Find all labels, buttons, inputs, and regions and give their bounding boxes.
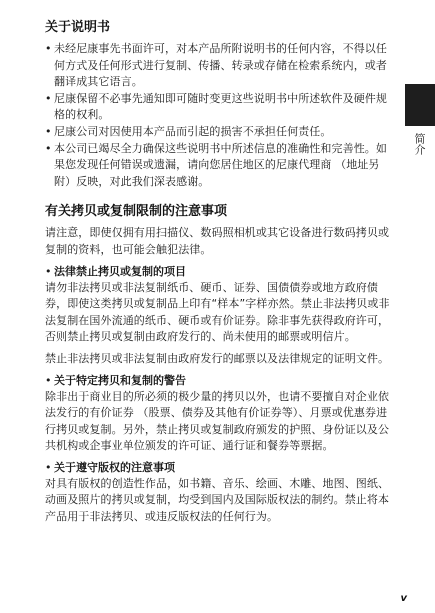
- manual-notice-list: [45, 41, 393, 190]
- copy-restrictions-intro: 请注意，即使仅拥有用扫描仪、数码照相机或其它设备进行数码拷贝或复制的资料，也可能会触犯法律。: [45, 226, 390, 256]
- subheading-specific-copy-warning: • 关于特定拷贝和复制的警告: [45, 372, 393, 389]
- chapter-label: 简介: [413, 133, 426, 155]
- prohibited-items-paragraph: 禁止非法拷贝或非法复制由政府发行的邮票以及法律规定的证明文件。: [45, 351, 390, 365]
- chapter-tab-marker: [405, 84, 435, 126]
- subheading-prohibited-items: • 法律禁止拷贝或复制的项目: [45, 263, 393, 280]
- list-item: • 尼康公司对因使用本产品而引起的损害不承担任何责任。: [45, 124, 393, 141]
- prohibited-items-paragraph: 请勿非法拷贝或非法复制纸币、硬币、证券、国债债券或地方政府债券，即使这类拷贝或复制品上印有“样本”字样亦然。禁止非法拷贝或非法复制在国外流通的纸币、硬币或有价证券。除非事先获得政府许可，否则禁止拷贝或复制由政府发行的、尚未使用的邮票或明信片。: [45, 280, 390, 344]
- specific-copy-warning-paragraph: 除非出于商业目的所必须的极少量的拷贝以外，也请不要擅自对企业依法发行的有价证券 （股票、债券及其他有价证券等）、月票或优惠券进行拷贝或复制。另外，禁止拷贝或复制政府颁发的护照、身份证以及公共机构或企事业单位颁发的许可证、通行证和餐券等票据。: [45, 389, 390, 453]
- subheading-copyright-notice: • 关于遵守版权的注意事项: [45, 459, 393, 476]
- section-title-about-manuals: 关于说明书: [45, 20, 111, 35]
- list-item: • 本公司已竭尽全力确保这些说明书中所述信息的准确性和完善性。如果您发现任何错误或遗漏，请向您居住地区的尼康代理商 （地址另附）反映，对此我们深表感谢。: [45, 141, 393, 191]
- list-item: • 未经尼康事先书面许可，对本产品所附说明书的任何内容，不得以任何方式及任何形式进行复制、传播、转录或存储在检索系统内，或者翻译成其它语言。: [45, 41, 393, 91]
- document-body: [45, 18, 393, 526]
- list-item: • 尼康保留不必事先通知即可随时变更这些说明书中所述软件及硬件规格的权利。: [45, 91, 393, 124]
- copyright-notice-paragraph: 对具有版权的创造性作品，如书籍、音乐、绘画、木雕、地图、图纸、动画及照片的拷贝或复制，均受到国内及国际版权法的制约。禁止将本产品用于非法拷贝、或违反版权法的任何行为。: [45, 476, 390, 524]
- section-title-copy-restrictions: 有关拷贝或复制限制的注意事项: [45, 204, 228, 220]
- page-number: v: [400, 593, 407, 604]
